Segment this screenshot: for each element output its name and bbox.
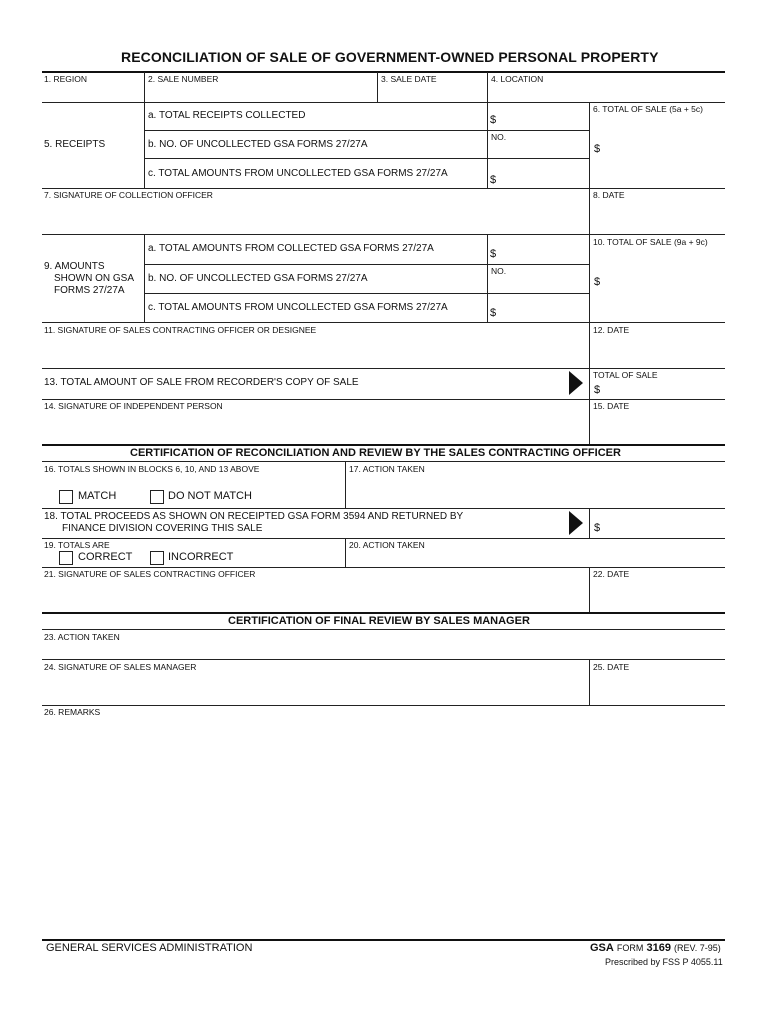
- correct-checkbox[interactable]: [59, 551, 73, 565]
- total-sale-6-dollar: $: [594, 143, 601, 155]
- divider: [42, 939, 725, 941]
- proceeds-18-line2: FINANCE DIVISION COVERING THIS SALE: [62, 523, 263, 534]
- divider: [589, 567, 590, 613]
- divider: [589, 188, 590, 234]
- divider: [42, 629, 725, 630]
- date-8-label: 8. DATE: [593, 190, 625, 200]
- arrow-right-icon: [569, 511, 583, 535]
- form-word: FORM: [616, 943, 644, 953]
- amounts-label-line3: FORMS 27/27A: [54, 285, 125, 296]
- contracting-officer-signature-label: 21. SIGNATURE OF SALES CONTRACTING OFFICER: [44, 569, 256, 579]
- match-label: MATCH: [78, 490, 117, 502]
- amounts-b-no: NO.: [491, 266, 507, 276]
- divider: [589, 234, 590, 322]
- action-17-label: 17. ACTION TAKEN: [349, 464, 425, 474]
- receipts-c-label: c. TOTAL AMOUNTS FROM UNCOLLECTED GSA FORMS 27/27A: [148, 168, 448, 179]
- date-22-label: 22. DATE: [593, 569, 630, 579]
- incorrect-checkbox[interactable]: [150, 551, 164, 565]
- receipts-c-dollar: $: [490, 174, 497, 186]
- do-not-match-checkbox[interactable]: [150, 490, 164, 504]
- do-not-match-label: DO NOT MATCH: [168, 490, 252, 502]
- form-id: [590, 943, 721, 954]
- divider: [144, 102, 145, 188]
- total-recorder-label: 13. TOTAL AMOUNT OF SALE FROM RECORDER'S COPY OF SALE: [44, 377, 359, 388]
- remarks-label: 26. REMARKS: [44, 707, 101, 717]
- region-label: 1. REGION: [44, 74, 87, 84]
- divider: [42, 612, 725, 614]
- amounts-label-line2: SHOWN ON GSA: [54, 273, 135, 284]
- form-title: RECONCILIATION OF SALE OF GOVERNMENT-OWNED PERSONAL PROPERTY: [121, 49, 659, 65]
- divider: [144, 264, 589, 265]
- divider: [345, 538, 346, 567]
- divider: [487, 72, 488, 102]
- divider: [42, 188, 725, 189]
- receipts-label: 5. RECEIPTS: [44, 139, 106, 150]
- totals-19-label: 19. TOTALS ARE: [44, 540, 110, 550]
- divider: [42, 368, 725, 369]
- collection-officer-signature-label: 7. SIGNATURE OF COLLECTION OFFICER: [44, 190, 213, 200]
- form-number: 3169: [646, 942, 671, 954]
- total-of-sale-dollar: $: [594, 384, 601, 396]
- divider: [42, 399, 725, 400]
- divider: [377, 72, 378, 102]
- arrow-right-icon: [569, 371, 583, 395]
- divider: [589, 508, 590, 538]
- form-revision: (REV. 7-95): [674, 943, 721, 953]
- form-gsa: GSA: [590, 942, 614, 954]
- amounts-c-dollar: $: [490, 307, 497, 319]
- divider: [42, 659, 725, 660]
- divider: [144, 158, 589, 159]
- date-25-label: 25. DATE: [593, 662, 630, 672]
- receipts-b-label: b. NO. OF UNCOLLECTED GSA FORMS 27/27A: [148, 139, 368, 150]
- totals-16-label: 16. TOTALS SHOWN IN BLOCKS 6, 10, AND 13 ABOVE: [44, 464, 260, 474]
- divider: [144, 293, 589, 294]
- total-sale-10-label: 10. TOTAL OF SALE (9a + 9c): [593, 237, 708, 247]
- correct-label: CORRECT: [78, 551, 133, 563]
- proceeds-18-line1: 18. TOTAL PROCEEDS AS SHOWN ON RECEIPTED GSA FORM 3594 AND RETURNED BY: [44, 511, 464, 522]
- receipts-a-label: a. TOTAL RECEIPTS COLLECTED: [148, 110, 306, 121]
- divider: [589, 322, 590, 368]
- certification-heading: CERTIFICATION OF RECONCILIATION AND REVIEW BY THE SALES CONTRACTING OFFICER: [130, 447, 621, 459]
- contracting-officer-designee-signature-label: 11. SIGNATURE OF SALES CONTRACTING OFFICER OR DESIGNEE: [44, 325, 317, 335]
- divider: [589, 659, 590, 705]
- divider: [589, 102, 590, 188]
- amounts-label-line1: 9. AMOUNTS: [44, 261, 105, 272]
- amounts-b-label: b. NO. OF UNCOLLECTED GSA FORMS 27/27A: [148, 273, 368, 284]
- divider: [42, 461, 725, 462]
- divider: [487, 234, 488, 322]
- independent-person-signature-label: 14. SIGNATURE OF INDEPENDENT PERSON: [44, 401, 223, 411]
- divider: [42, 508, 725, 509]
- prescribed-by: Prescribed by FSS P 4055.11: [605, 957, 723, 967]
- divider: [42, 538, 725, 539]
- final-review-heading: CERTIFICATION OF FINAL REVIEW BY SALES MANAGER: [228, 615, 530, 627]
- total-sale-10-dollar: $: [594, 276, 601, 288]
- agency-name: GENERAL SERVICES ADMINISTRATION: [46, 942, 253, 954]
- sales-manager-signature-label: 24. SIGNATURE OF SALES MANAGER: [44, 662, 197, 672]
- divider: [589, 399, 590, 445]
- total-sale-6-label: 6. TOTAL OF SALE (5a + 5c): [593, 104, 703, 114]
- match-checkbox[interactable]: [59, 490, 73, 504]
- divider: [42, 322, 725, 323]
- divider: [144, 234, 145, 322]
- divider: [42, 567, 725, 568]
- receipts-b-no: NO.: [491, 132, 507, 142]
- amounts-a-label: a. TOTAL AMOUNTS FROM COLLECTED GSA FORMS 27/27A: [148, 243, 434, 254]
- sale-date-label: 3. SALE DATE: [381, 74, 437, 84]
- date-12-label: 12. DATE: [593, 325, 630, 335]
- action-23-label: 23. ACTION TAKEN: [44, 632, 120, 642]
- proceeds-18-dollar: $: [594, 522, 601, 534]
- sale-number-label: 2. SALE NUMBER: [148, 74, 219, 84]
- incorrect-label: INCORRECT: [168, 551, 234, 563]
- receipts-a-dollar: $: [490, 114, 497, 126]
- divider: [144, 130, 589, 131]
- location-label: 4. LOCATION: [491, 74, 544, 84]
- divider: [487, 102, 488, 188]
- divider: [42, 705, 725, 706]
- amounts-c-label: c. TOTAL AMOUNTS FROM UNCOLLECTED GSA FORMS 27/27A: [148, 302, 448, 313]
- divider: [589, 368, 590, 399]
- divider: [42, 444, 725, 446]
- action-20-label: 20. ACTION TAKEN: [349, 540, 425, 550]
- amounts-a-dollar: $: [490, 248, 497, 260]
- divider: [345, 461, 346, 508]
- date-15-label: 15. DATE: [593, 401, 630, 411]
- divider: [144, 72, 145, 102]
- total-of-sale-label: TOTAL OF SALE: [593, 370, 658, 380]
